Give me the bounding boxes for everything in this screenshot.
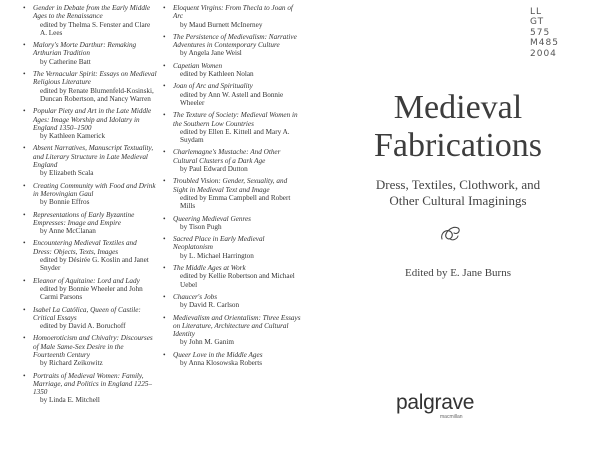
bullet-icon: • xyxy=(163,264,166,273)
ornament-icon xyxy=(438,222,462,244)
bullet-icon: • xyxy=(163,32,166,41)
book-title-line-1: Medieval xyxy=(393,89,523,126)
series-entry-credit: edited by Emma Campbell and Robert Mills xyxy=(180,193,291,211)
series-entry-title: Queering Medieval Genres xyxy=(173,214,251,223)
call-number-line: GT xyxy=(530,17,545,28)
series-entry-credit: by Kathleen Kamerick xyxy=(40,132,106,141)
series-entry-credit: edited by Renate Blumenfeld-Kosinski, Duncan Robertson, and Nancy Warren xyxy=(40,86,154,103)
series-entry xyxy=(22,70,157,103)
series-entry-credit: by Linda E. Mitchell xyxy=(40,396,100,405)
series-entry-title: Eloquent Virgins: From Thecla to Joan of Arc xyxy=(173,4,293,21)
series-entry-credit: by Angela Jane Weisl xyxy=(180,49,242,58)
bullet-icon: • xyxy=(163,111,166,120)
call-number-line: 575 xyxy=(530,27,551,38)
series-entry-credit: by Elizabeth Scala xyxy=(40,169,94,178)
series-entry-credit: by David R. Carlson xyxy=(180,301,240,310)
series-entry-credit: by Anna Klosowska Roberts xyxy=(180,358,263,367)
series-entry xyxy=(22,277,157,302)
book-editor: Edited by E. Jane Burns xyxy=(404,267,511,279)
series-entry-title: Chaucer's Jobs xyxy=(173,292,218,301)
bullet-icon: • xyxy=(23,4,26,12)
series-entry xyxy=(22,334,157,367)
series-list-left xyxy=(22,4,157,409)
bullet-icon: • xyxy=(23,305,26,314)
bullet-icon: • xyxy=(163,214,166,223)
call-number-line: LL xyxy=(530,7,543,17)
series-entry-credit: by Bonnie Effros xyxy=(40,198,90,207)
series-entry xyxy=(162,4,302,29)
publisher-name: palgrave xyxy=(396,391,475,414)
series-entry xyxy=(162,264,302,289)
series-entry-title: Queer Love in the Middle Ages xyxy=(173,350,263,359)
series-entry-credit: by Catherine Batt xyxy=(40,57,91,66)
series-entry-credit: edited by David A. Boruchoff xyxy=(40,322,126,331)
series-entry-title: Medievalism and Orientalism: Three Essays on Literature, Architecture and Cultural Identity xyxy=(173,313,301,339)
call-number-line: 2004 xyxy=(530,48,557,59)
series-entry-title: Troubled Vision: Gender, Sexuality, and Sight in Medieval Text and Image xyxy=(173,177,288,194)
series-entry xyxy=(162,293,302,310)
series-entry xyxy=(162,111,302,144)
series-entry-credit: edited by Kellie Robertson and Michael Uebel xyxy=(180,272,295,289)
series-entry xyxy=(162,177,302,210)
bullet-icon: • xyxy=(23,181,26,190)
call-number-line: M485 xyxy=(530,38,559,49)
series-entry-title: The Texture of Society: Medieval Women in the Southern Low Countries xyxy=(173,111,298,128)
series-entry xyxy=(22,41,157,66)
publisher-logo xyxy=(396,391,516,420)
bullet-icon: • xyxy=(163,313,166,322)
series-entry xyxy=(162,235,302,260)
series-entry-credit: by Maud Burnett McInerney xyxy=(180,20,263,29)
series-entry-credit: edited by Kathleen Nolan xyxy=(180,70,254,79)
series-entry-title: Encountering Medieval Textiles and Dress: Objects, Texts, Images xyxy=(33,239,137,256)
book-title-line-2: Fabrications xyxy=(373,127,543,164)
bullet-icon: • xyxy=(163,148,166,157)
series-entry-title: The Vernacular Spirit: Essays on Medieval Religious Literature xyxy=(33,70,157,87)
series-entry-title: Joan of Arc and Spirituality xyxy=(173,82,253,91)
series-entry-credit: by Richard Zeikowitz xyxy=(40,359,103,368)
series-entry-credit: edited by Ann W. Astell and Bonnie Wheeler xyxy=(180,90,284,107)
series-entry-credit: by Anne McClanan xyxy=(40,227,96,236)
series-entry xyxy=(162,148,302,173)
series-entry-credit: edited by Thelma S. Fenster and Clare A. Lees xyxy=(40,20,151,37)
series-entry-title: Sacred Place in Early Medieval Neoplatonism xyxy=(173,235,265,252)
series-entry-credit: edited by Bonnie Wheeler and John Carmi Parsons xyxy=(40,284,143,302)
bullet-icon: • xyxy=(163,4,166,12)
series-entry xyxy=(162,33,302,58)
series-entry xyxy=(22,372,157,405)
subtitle-line-2: Other Cultural Imaginings xyxy=(389,193,527,208)
series-entry xyxy=(22,211,157,236)
series-entry xyxy=(162,62,302,79)
series-entry-title: Isabel La Católica, Queen of Castile: Critical Essays xyxy=(33,305,141,322)
bullet-icon: • xyxy=(23,276,26,285)
series-entry-credit: by L. Michael Harrington xyxy=(180,251,254,260)
bullet-icon: • xyxy=(23,70,26,79)
series-entry-title: Representations of Early Byzantine Empresses: Image and Empire xyxy=(33,210,135,227)
series-entry-title: The Middle Ages at Work xyxy=(173,264,246,273)
bullet-icon: • xyxy=(23,334,26,343)
bullet-icon: • xyxy=(163,292,166,301)
bullet-icon: • xyxy=(23,239,26,248)
bullet-icon: • xyxy=(23,144,26,153)
series-entry xyxy=(162,314,302,347)
series-entry xyxy=(162,215,302,232)
series-entry xyxy=(22,182,157,207)
subtitle-line-1: Dress, Textiles, Clothwork, and xyxy=(375,177,541,192)
book-subtitle xyxy=(340,177,576,209)
series-entry xyxy=(22,306,157,331)
series-entry xyxy=(22,239,157,272)
bullet-icon: • xyxy=(163,61,166,70)
series-entry-title: Capetian Women xyxy=(173,61,223,70)
series-entry-credit: by John M. Ganim xyxy=(180,338,234,347)
series-list-middle xyxy=(162,4,302,371)
series-entry-credit: edited by Désirée G. Koslin and Janet Snyder xyxy=(40,256,149,273)
bullet-icon: • xyxy=(163,235,166,244)
series-entry-title: Homoeroticism and Chivalry: Discourses of Male Same-Sex Desire in the Fourteenth Century xyxy=(33,334,153,359)
bullet-icon: • xyxy=(163,350,166,359)
series-entry-credit: by Paul Edward Dutton xyxy=(180,165,248,174)
series-entry-title: Popular Piety and Art in the Late Middle Ages: Image Worship and Idolatry in England 1350–1500 xyxy=(33,107,152,132)
bullet-icon: • xyxy=(163,82,166,91)
series-entry xyxy=(22,107,157,140)
series-entry-title: Charlemagne's Mustache: And Other Cultural Clusters of a Dark Age xyxy=(173,148,281,165)
series-entry-credit: by Tison Pugh xyxy=(180,222,222,231)
series-entry-credit: edited by Ellen E. Kittell and Mary A. Suydam xyxy=(180,127,290,145)
series-entry-title: The Persistence of Medievalism: Narrative Adventures in Contemporary Culture xyxy=(173,32,297,50)
handwritten-call-number xyxy=(530,7,594,59)
series-entry-title: Eleanor of Aquitaine: Lord and Lady xyxy=(33,276,140,285)
series-entry-title: Malory's Morte Darthur: Remaking Arthurian Tradition xyxy=(33,41,137,58)
series-entry xyxy=(162,82,302,107)
series-entry-title: Creating Community with Food and Drink in Merovingian Gaul xyxy=(33,181,156,198)
bullet-icon: • xyxy=(23,41,26,50)
series-entry xyxy=(22,144,157,177)
series-entry xyxy=(22,4,157,37)
bullet-icon: • xyxy=(23,107,26,116)
series-entry xyxy=(162,351,302,368)
bullet-icon: • xyxy=(23,371,26,380)
series-entry-title: Absent Narratives, Manuscript Textuality, and Literary Structure in Late Medieval England xyxy=(33,144,154,170)
bullet-icon: • xyxy=(23,210,26,219)
bullet-icon: • xyxy=(163,177,166,186)
series-entry-title: Gender in Debate from the Early Middle Ages to the Renaissance xyxy=(33,4,151,21)
series-entry-title: Portraits of Medieval Women: Family, Marriage, and Politics in England 1225–1350 xyxy=(33,371,152,397)
publisher-imprint: macmillan xyxy=(440,414,463,420)
